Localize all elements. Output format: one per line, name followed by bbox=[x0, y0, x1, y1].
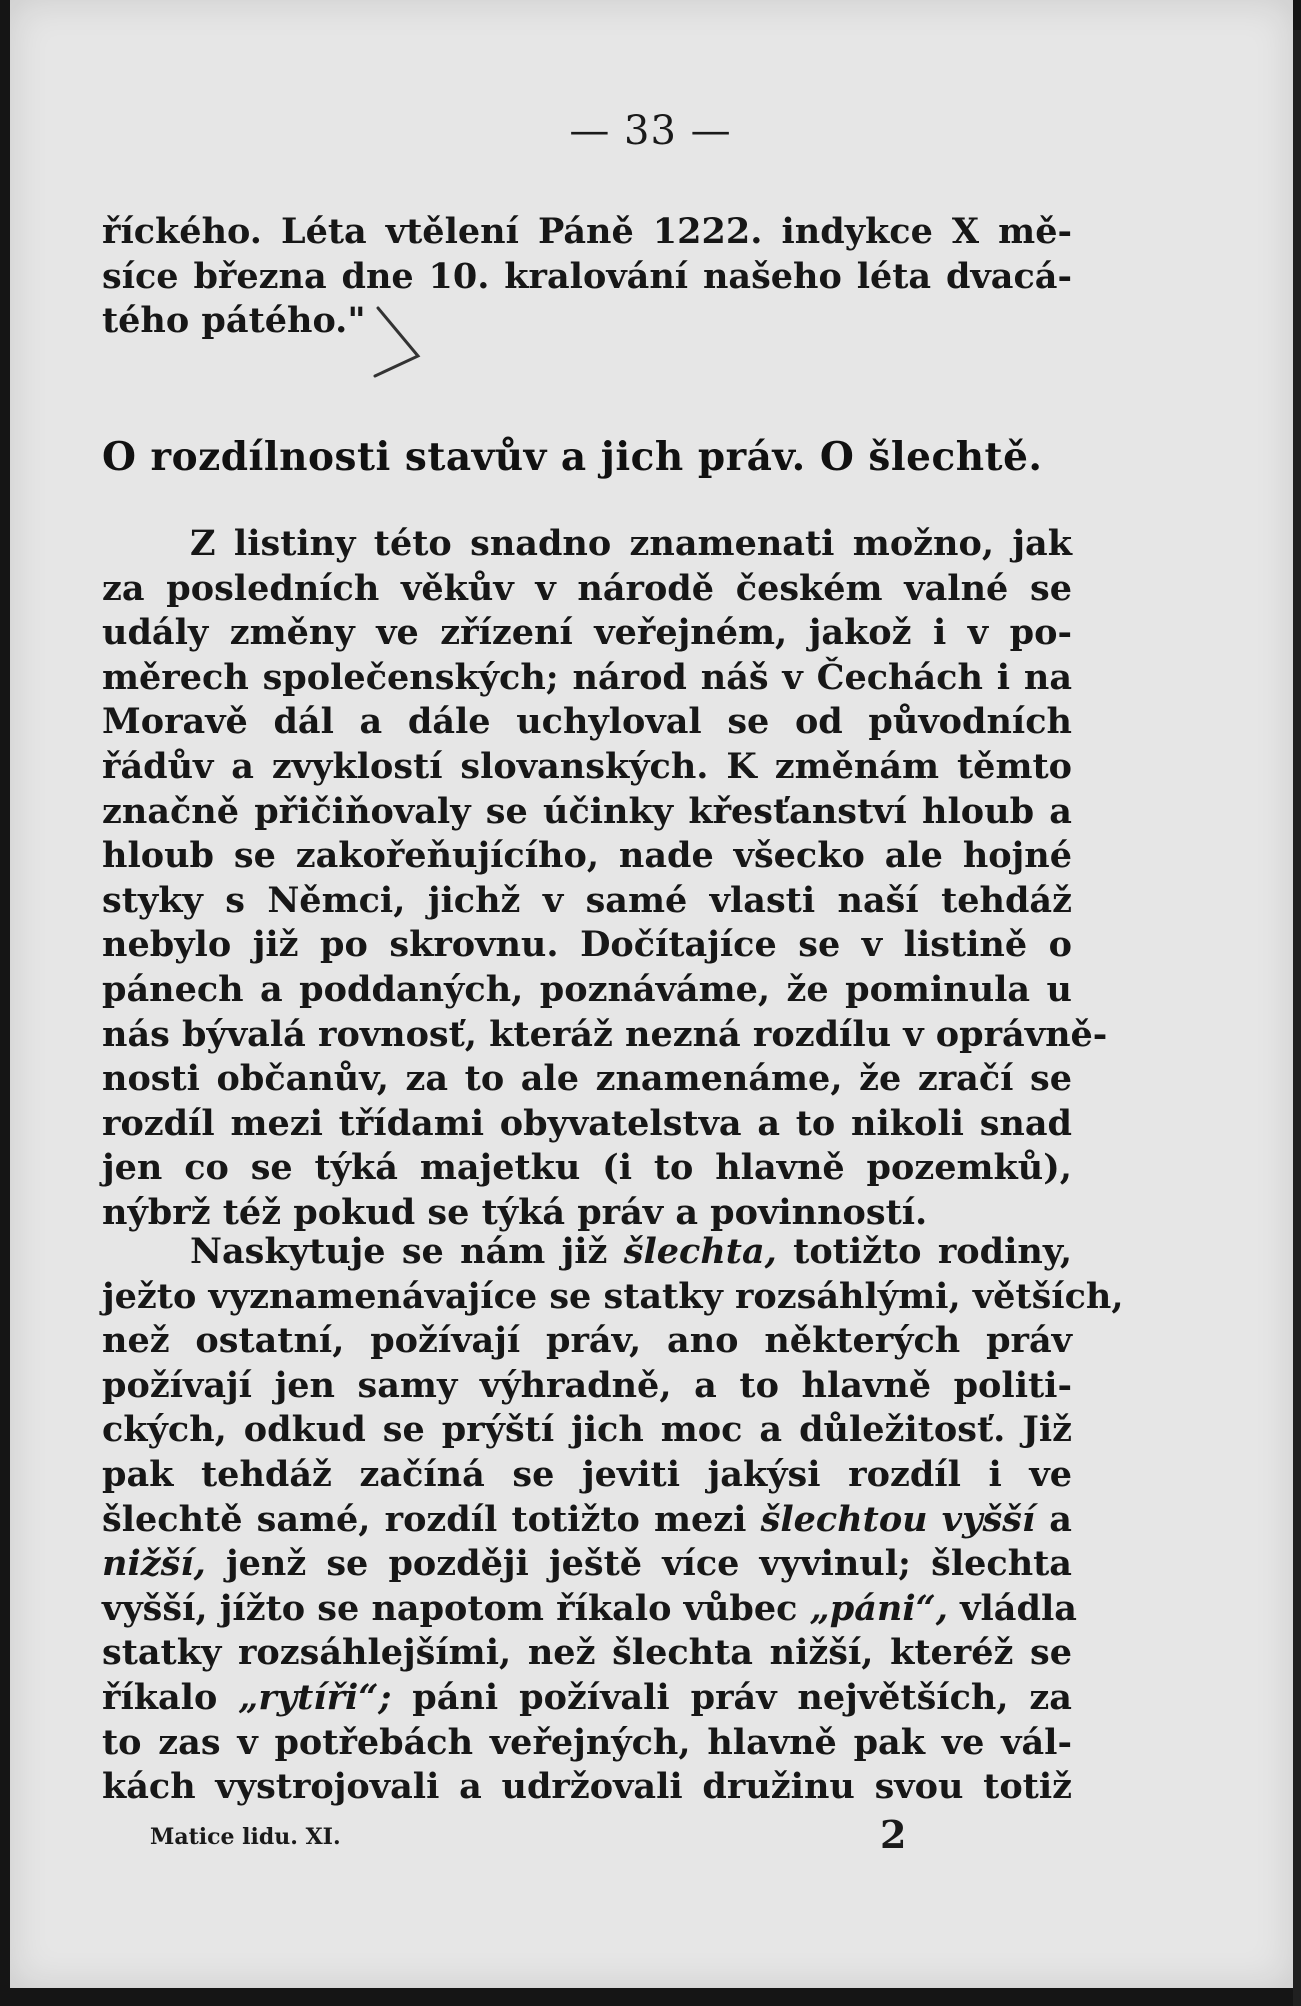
text-line: nosti občanův, za to ale znamenáme, že zračí se bbox=[102, 1058, 1072, 1100]
text-line: než ostatní, požívají práv, ano některých práv bbox=[102, 1320, 1072, 1362]
text-line: rozdíl mezi třídami obyvatelstva a to nikoli snad bbox=[102, 1102, 1072, 1144]
text-segment: vyšší, jížto se napotom říkalo vůbec bbox=[102, 1587, 810, 1629]
text-line: pak tehdáž začíná se jeviti jakýsi rozdíl i ve bbox=[102, 1453, 1072, 1495]
emphasis-pani: „páni“, bbox=[809, 1587, 948, 1629]
text-line: říckého. Léta vtělení Páně 1222. indykce X mě- bbox=[102, 211, 1072, 252]
text-segment: totižto rodiny, bbox=[776, 1231, 1073, 1272]
text-segment: říkalo bbox=[102, 1676, 239, 1718]
emphasis-slechta-vyssi: šlechtou vyšší bbox=[760, 1498, 1036, 1540]
intro-paragraph bbox=[102, 210, 1072, 344]
text-line: pánech a poddaných, poznáváme, že pominula u bbox=[102, 968, 1072, 1010]
text-line: požívají jen samy výhradně, a to hlavně politi- bbox=[102, 1364, 1072, 1406]
text-segment: páni požívali práv největších, za bbox=[391, 1676, 1072, 1718]
text-segment: šlechtě samé, rozdíl totižto mezi bbox=[102, 1498, 761, 1540]
paragraph-listina bbox=[102, 522, 1108, 1236]
text-line: za posledních věkův v národě českém valné se bbox=[102, 567, 1072, 609]
handwritten-mark-icon bbox=[370, 300, 440, 380]
text-line bbox=[102, 1542, 1072, 1587]
text-segment: a bbox=[1035, 1498, 1072, 1540]
text-line: styky s Němci, jichž v samé vlasti naší tehdáž bbox=[102, 879, 1072, 921]
text-line: řádův a zvyklostí slovanských. K změnám těmto bbox=[102, 745, 1072, 787]
text-segment: Naskytuje se nám již bbox=[190, 1231, 624, 1272]
text-line: nebylo již po skrovnu. Dočítajíce se v listině o bbox=[102, 924, 1072, 966]
text-line bbox=[102, 1498, 1072, 1543]
text-line: síce března dne 10. kralování našeho léta dvacá- bbox=[102, 255, 1072, 297]
footer-signature-number: 2 bbox=[880, 1812, 907, 1857]
footer-series-title: Matice lidu. XI. bbox=[150, 1824, 341, 1850]
text-line: ckých, odkud se prýští jich moc a důležitosť. Již bbox=[102, 1409, 1072, 1451]
text-line: jen co se týká majetku (i to hlavně pozemků), bbox=[102, 1147, 1072, 1189]
text-line: kách vystrojovali a udržovali družinu svou totiž bbox=[102, 1766, 1072, 1808]
text-line: značně přičiňovaly se účinky křesťanství hloub a bbox=[102, 790, 1072, 832]
page-number: — 33 — bbox=[569, 108, 732, 154]
page-edge bbox=[1293, 30, 1301, 2006]
text-line: Moravě dál a dále uchyloval se od původních bbox=[102, 701, 1072, 743]
text-line: to zas v potřebách veřejných, hlavně pak ve vál- bbox=[102, 1721, 1072, 1763]
emphasis-rytiri: „rytíři“; bbox=[238, 1676, 392, 1718]
section-heading: O rozdílnosti stavův a jich práv. O šlechtě. bbox=[102, 434, 1043, 480]
text-line: statky rozsáhlejšími, než šlechta nižší, kteréž se bbox=[102, 1632, 1072, 1674]
paragraph-slechta bbox=[102, 1230, 1124, 1810]
text-segment: vládla bbox=[947, 1587, 1077, 1629]
text-line bbox=[102, 1230, 1072, 1275]
text-line: Z listiny této snadno znamenati možno, jak bbox=[190, 523, 1072, 564]
emphasis-nizsi: nižší, bbox=[102, 1543, 206, 1585]
text-line: měrech společenských; národ náš v Čechách i na bbox=[102, 656, 1072, 698]
text-segment: jenž se později ještě více vyvinul; šlechta bbox=[205, 1543, 1072, 1585]
text-line: tého pátého." bbox=[102, 300, 366, 342]
text-line: udály změny ve zřízení veřejném, jakož i v po- bbox=[102, 612, 1072, 654]
text-line: nás bývalá rovnosť, kteráž nezná rozdílu v oprávně- bbox=[102, 1013, 1108, 1055]
text-line bbox=[102, 1587, 1077, 1632]
emphasis-slechta: šlechta, bbox=[623, 1231, 777, 1272]
text-line bbox=[102, 1676, 1072, 1721]
text-line: ježto vyznamenávajíce se statky rozsáhlými, větších, bbox=[102, 1275, 1124, 1317]
text-line: nýbrž též pokud se týká práv a povinností. bbox=[102, 1191, 928, 1233]
text-line: hloub se zakořeňujícího, nade všecko ale hojné bbox=[102, 835, 1072, 877]
